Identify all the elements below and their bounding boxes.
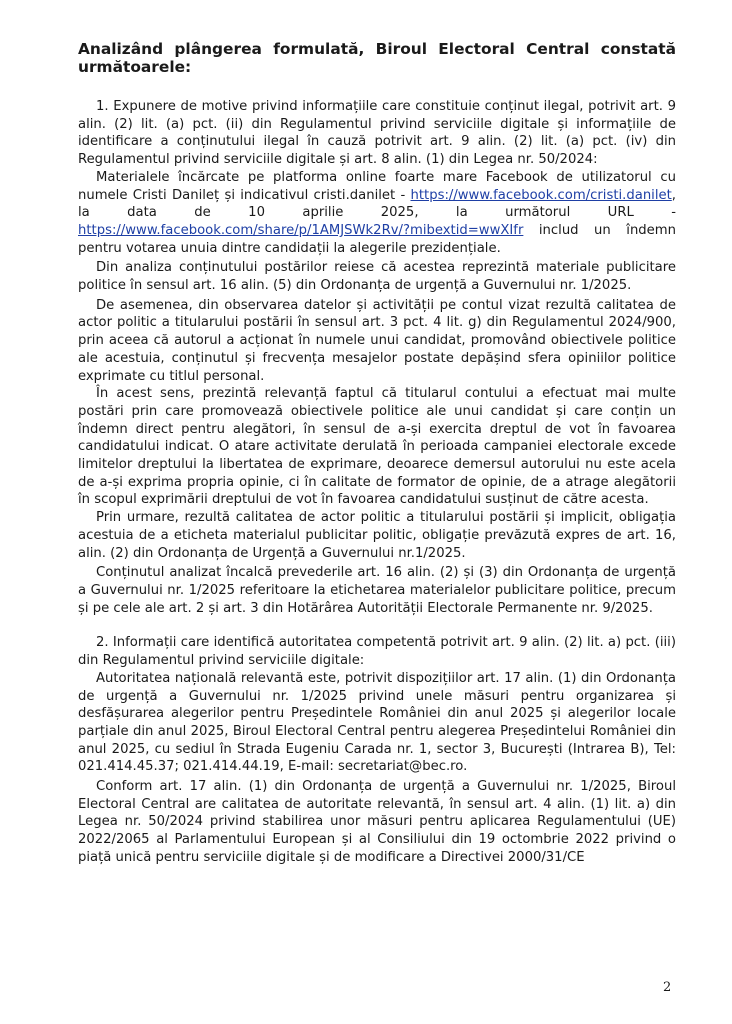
violation-paragraph: Conținutul analizat încalcă prevederile art. 16 alin. (2) și (3) din Ordonanța de urgență a Guvernului nr. 1/2025 referitoare la etichetarea materialelor publicitare politice, precum și pe cele ale art. 2 și art. 3 din Hotărârea Autorității Electorale Permanente nr. 9/2025. xyxy=(78,565,676,616)
relevance-paragraph: În acest sens, prezintă relevanță faptul că titularul contului a efectuat mai multe postări prin care promovează obiectivele politice ale unui candidat și care conțin un îndemn direct pentru alegători, în sensul de a-și exercita dreptul de vot în favoarea candidatului indicat. O atare activitate derulată în perioada campaniei electorale excede limitelor dreptului la libertatea de exprimare, deoarece demersul autorului nu este acela de a-și exprima propria opinie, ci în calitate de formator de opinie, de a atrage alegătorii în scopul exprimării dreptului de vot în favoarea candidatului susținut de către acesta. xyxy=(78,386,676,508)
section2-title-paragraph: 2. Informații care identifică autoritatea competentă potrivit art. 9 alin. (2) lit. a) pct. (iii) din Regulamentul privind serviciile digitale: xyxy=(78,635,676,669)
page-number: 2 xyxy=(663,980,672,995)
conclusion-paragraph: Prin urmare, rezultă calitatea de actor politic a titularului postării și implicit, obligația acestuia de a eticheta materialul publicitar politic, obligație prevăzută expres de art. 16, alin. (2) din Ordonanța de Urgență a Guvernului nr.1/2025. xyxy=(78,510,676,561)
section1-title-paragraph: 1. Expunere de motive privind informațiile care constituie conținut ilegal, potrivit art. 9 alin. (2) lit. (a) pct. (ii) din Regulamentul privind serviciile digitale și informațiile de identificare a conținutului ilegal în cauză potrivit art. 9 alin. (2) lit. (a) pct. (iv) din Regulamentul privind serviciile digitale și art. 8 alin. (1) din Legea nr. 50/2024: xyxy=(78,99,676,168)
document-body xyxy=(78,98,676,867)
profile-link[interactable]: https://www.facebook.com/cristi.danilet xyxy=(410,187,672,203)
paragraph-text: Materialele încărcate pe platforma online foarte mare Facebook de utilizatorul cu numele Cristi Danileț și indicativul cristi.danilet - xyxy=(78,169,676,203)
analysis-paragraph: Din analiza conținutului postărilor reiese că acestea reprezintă materiale publicitare politice în sensul art. 16 alin. (5) din Ordonanța de urgență a Guvernului nr. 1/2025. xyxy=(78,260,676,294)
political-actor-paragraph: De asemenea, din observarea datelor și activității pe contul vizat rezultă calitatea de actor politic a titularului postării în sensul art. 3 pct. 4 lit. g) din Regulamentul 2024/900, prin aceea că autorul a acționat în numele unui candidat, promovând obiectivele politice ale acestuia, conținutul și frecvența mesajelor postate depășind sfera opiniilor politice exprimate cu titlul personal. xyxy=(78,297,676,384)
authority-paragraph: Autoritatea națională relevantă este, potrivit dispozițiilor art. 17 alin. (1) din Ordonanța de urgență a Guvernului nr. 1/2025 privind unele măsuri pentru organizarea și desfășurarea alegerilor pentru Președintele României din anul 2025 și alegerilor locale parțiale din anul 2025, Biroul Electoral Central pentru alegerea Președintelui României din anul 2025, cu sediul în Strada Eugeniu Carada nr. 1, sector 3, București (Intrarea B), Tel: 021.414.45.37; 021.414.44.19, E-mail: secretariat@bec.ro. xyxy=(78,670,676,775)
facebook-materials-paragraph xyxy=(78,169,676,258)
legal-basis-paragraph: Conform art. 17 alin. (1) din Ordonanța de urgență a Guvernului nr. 1/2025, Biroul Electoral Central are calitatea de autoritate relevantă, în sensul art. 4 alin. (1) lit. a) din Legea nr. 50/2024 privind stabilirea unor măsuri pentru aplicarea Regulamentului (UE) 2022/2065 al Parlamentului European și al Consiliului din 19 octombrie 2022 privind o piață unică pentru serviciile digitale și de modificare a Directivei 2000/31/CE xyxy=(78,779,676,865)
paragraph-text: , la data de 10 aprilie 2025, la următorul URL - xyxy=(78,187,676,221)
document-heading: Analizând plângerea formulată, Biroul Electoral Central constată următoarele: xyxy=(78,40,676,76)
post-link[interactable]: https://www.facebook.com/share/p/1AMJSWk2Rv/?mibextid=wwXIfr xyxy=(78,222,524,238)
paragraph-text: includ un îndemn pentru votarea unuia dintre candidații la alegerile prezidențiale. xyxy=(78,222,676,256)
